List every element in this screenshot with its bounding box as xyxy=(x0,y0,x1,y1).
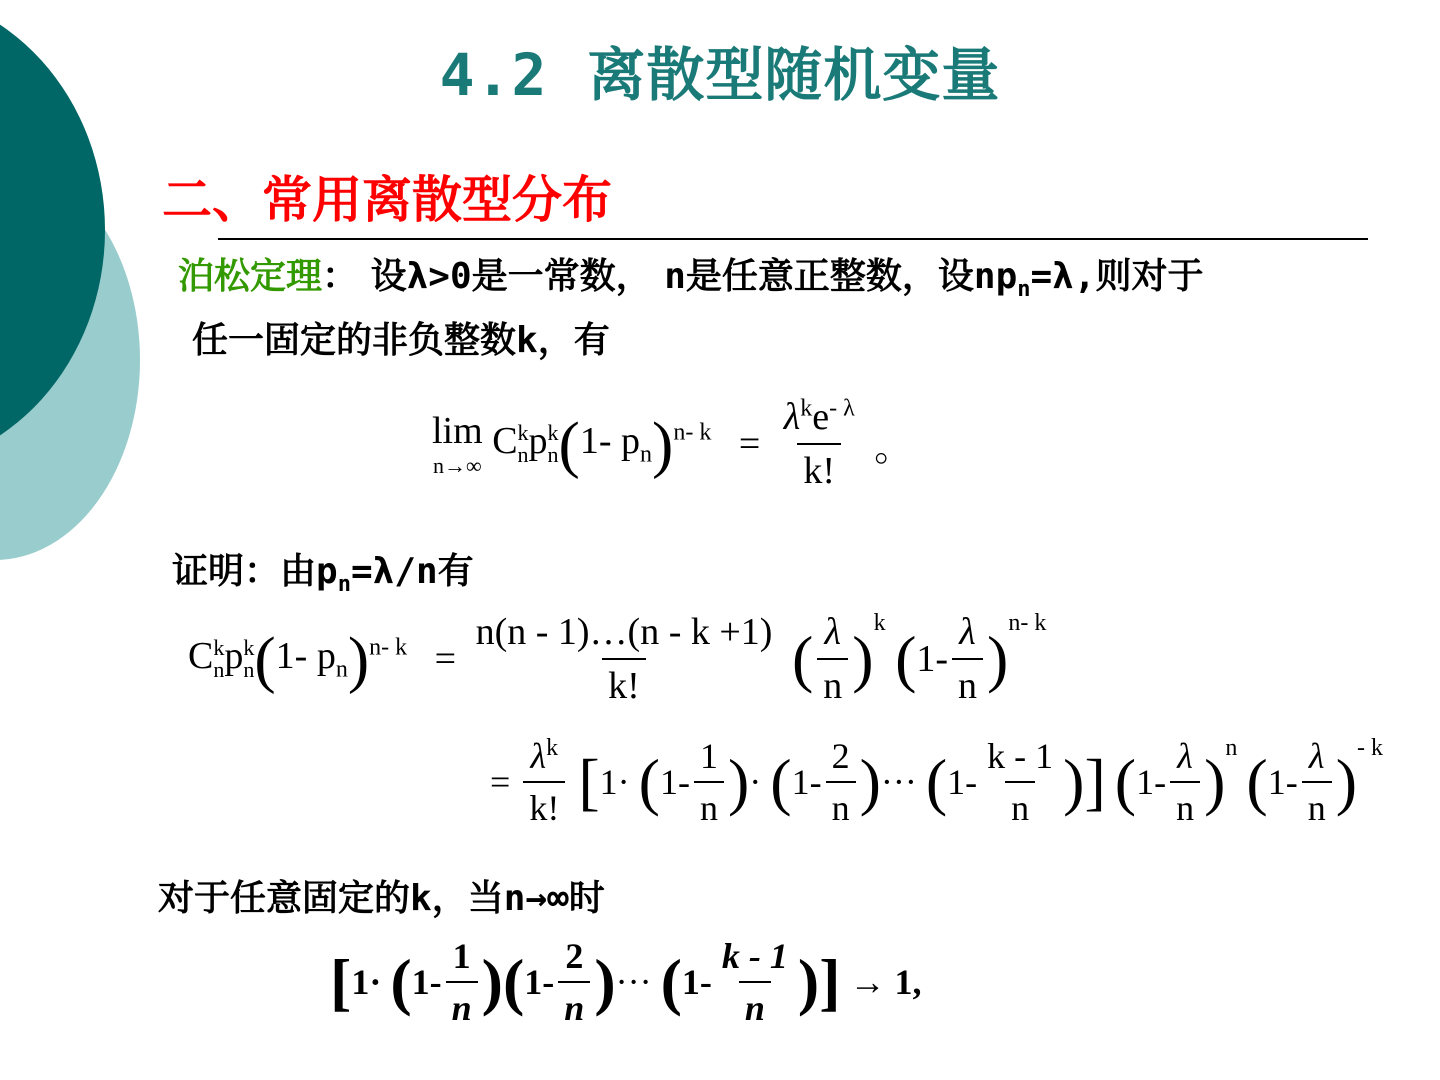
math-sup: k xyxy=(873,610,886,636)
math-expr: 1- xyxy=(916,638,949,680)
math-denominator: n xyxy=(1170,781,1200,829)
math-sub: n xyxy=(517,442,529,467)
math-cdots: ··· xyxy=(880,762,917,802)
theorem-text: 则对于 xyxy=(1095,256,1204,297)
theorem-math: k xyxy=(516,320,538,361)
theorem-label: 泊松定理 xyxy=(178,256,323,297)
math-sub: n xyxy=(547,442,559,467)
theorem-text: 是一常数， xyxy=(471,256,652,297)
math-denominator: n xyxy=(694,781,724,829)
lim-subscript: n→∞ xyxy=(433,453,482,478)
conclusion-text: ，当 xyxy=(431,878,504,919)
math-arrow-result: → 1, xyxy=(849,962,922,1002)
math-denominator: k! xyxy=(797,443,841,493)
theorem-math-sub: n xyxy=(1017,277,1031,303)
math-expr: 1- xyxy=(1136,762,1167,802)
math-expr: 1- xyxy=(524,962,555,1002)
math-expr: 1 xyxy=(599,762,618,802)
math-expr: 1- p xyxy=(275,634,336,677)
math-sup: n xyxy=(1225,735,1238,761)
theorem-math: np xyxy=(973,256,1018,297)
conclusion-text: 对于任意固定的 xyxy=(158,878,411,919)
math-symbol: e xyxy=(812,396,830,438)
conclusion-text: 时 xyxy=(568,878,605,919)
math-expr: 1- xyxy=(681,962,712,1002)
theorem-text: 是任意正整数，设 xyxy=(685,256,974,297)
math-period: 。 xyxy=(874,427,913,470)
math-symbol: p xyxy=(528,419,548,462)
proof-line xyxy=(172,543,474,597)
theorem-math: λ>0 xyxy=(406,256,472,297)
math-denominator: n xyxy=(1302,781,1332,829)
math-dot: · xyxy=(749,762,762,802)
math-symbol: λ xyxy=(530,736,547,776)
theorem-text: ，有 xyxy=(537,320,610,361)
math-numerator: n(n - 1)…(n - k +1) xyxy=(475,611,773,653)
theorem-line-1 xyxy=(178,248,1204,302)
math-expr: 1- xyxy=(659,762,690,802)
proof-label: 有 xyxy=(437,551,474,592)
math-symbol: p xyxy=(224,634,244,677)
math-expr: 1- xyxy=(947,762,978,802)
math-numerator: λ xyxy=(959,611,976,653)
section-heading: 二、常用离散型分布 xyxy=(162,171,612,229)
math-sup: n- k xyxy=(369,634,408,661)
proof-math: =λ/n xyxy=(350,551,438,592)
math-numerator: 2 xyxy=(565,936,584,976)
formula-product-limit: [1· (1- $\frac{1}{n}$ )(1- $\frac{2}{n}$ )··· (1- $\frac{k - 1}{n}$ )] → 1, xyxy=(330,936,922,1028)
math-denominator: n xyxy=(952,658,983,708)
formula-poisson-limit: lim n→∞ C k n p k n (1- $p_n)^{n- k}$ = $\frac{\lambda^ke^{- \lambda}}{k!}$ 。 xyxy=(432,395,913,492)
math-numerator: λ xyxy=(1308,736,1325,776)
math-denominator: n xyxy=(1005,781,1035,829)
lim-operator: lim xyxy=(432,410,483,452)
math-expr: 1- xyxy=(1267,762,1298,802)
math-symbol: C xyxy=(492,419,518,462)
formula-binomial-expansion: C k n p k n (1- $p_n)^{n- k}$ = $\frac{n(n - 1)\dots(n - k +1)}{k!}$ ( $\frac{\lambda}{n}$ )$^k$ (1- $\frac{\lambda}{n}$ )$^{n-}$ $^k$ xyxy=(188,610,1047,707)
math-sup: k xyxy=(800,395,813,422)
math-sup: k xyxy=(517,420,529,445)
math-sub: n xyxy=(243,657,255,682)
math-expr: 1- xyxy=(791,762,822,802)
math-sub: n xyxy=(213,657,225,682)
math-numerator: λ xyxy=(1177,736,1193,776)
math-symbol: C xyxy=(188,634,214,677)
math-numerator: k - 1 xyxy=(987,736,1054,776)
math-denominator: n xyxy=(817,658,848,708)
proof-math: p xyxy=(316,551,338,592)
conclusion-math: n→∞ xyxy=(503,878,569,919)
math-sup: k xyxy=(547,420,559,445)
conclusion-math: k xyxy=(410,878,432,919)
math-denominator: n xyxy=(739,981,771,1029)
theorem-math: =λ, xyxy=(1030,256,1096,297)
math-sub: n xyxy=(335,656,348,683)
slide-title xyxy=(0,28,1440,112)
math-sup: k xyxy=(243,635,255,660)
math-denominator: n xyxy=(826,781,856,829)
math-denominator: n xyxy=(446,981,478,1029)
divider-line xyxy=(218,238,1368,240)
theorem-text: 设 xyxy=(370,256,407,297)
math-numerator: k - 1 xyxy=(721,936,788,976)
formula-expanded-product: = $\frac{\lambda^k}{k!}$ [1· (1- $\frac{1}{n}$ )· (1- $\frac{2}{n}$ )··· (1- $\frac{k - 1}{n}$ )] (1- $\frac{\lambda}{n}$ )$^n$ (1- $\frac{\lambda}{n}$ )$^{- k}$ xyxy=(490,735,1384,828)
math-numerator: 1 xyxy=(452,936,471,976)
math-equals: = xyxy=(738,423,761,465)
math-cdots: ··· xyxy=(615,962,652,1002)
math-sup: - λ xyxy=(829,395,855,422)
math-expr: 1 xyxy=(351,962,370,1002)
theorem-colon: ： xyxy=(322,256,359,297)
math-expr: 1- xyxy=(411,962,442,1002)
title-number: 4.2 xyxy=(439,41,548,109)
math-symbol: λ xyxy=(783,396,801,438)
math-numerator: 2 xyxy=(831,736,850,776)
theorem-line-2 xyxy=(192,312,610,363)
math-numerator: 1 xyxy=(699,736,718,776)
proof-math-sub: n xyxy=(337,572,351,598)
math-denominator: k! xyxy=(602,658,646,708)
math-sup: n xyxy=(1008,610,1021,636)
proof-label: 证明：由 xyxy=(172,551,317,592)
title-text: 离散型随机变量 xyxy=(587,41,1001,109)
math-sup: k xyxy=(213,635,225,660)
conclusion-line xyxy=(158,870,605,921)
math-sub: n xyxy=(640,441,653,468)
math-numerator: λ xyxy=(824,611,841,653)
math-sup: n- k xyxy=(673,419,712,446)
math-expr: 1- p xyxy=(579,419,641,462)
math-denominator: n xyxy=(558,981,590,1029)
theorem-text: 任一固定的非负整数 xyxy=(192,320,517,361)
math-sup: k xyxy=(546,735,559,761)
math-dot: · xyxy=(369,962,382,1002)
math-dot: · xyxy=(617,762,630,802)
math-equals: = xyxy=(490,762,511,802)
math-denominator: k! xyxy=(523,781,565,829)
math-sup: - k xyxy=(1357,735,1384,761)
theorem-math: n xyxy=(664,256,686,297)
math-equals: = xyxy=(434,638,457,680)
math-sup: k xyxy=(1034,610,1047,636)
